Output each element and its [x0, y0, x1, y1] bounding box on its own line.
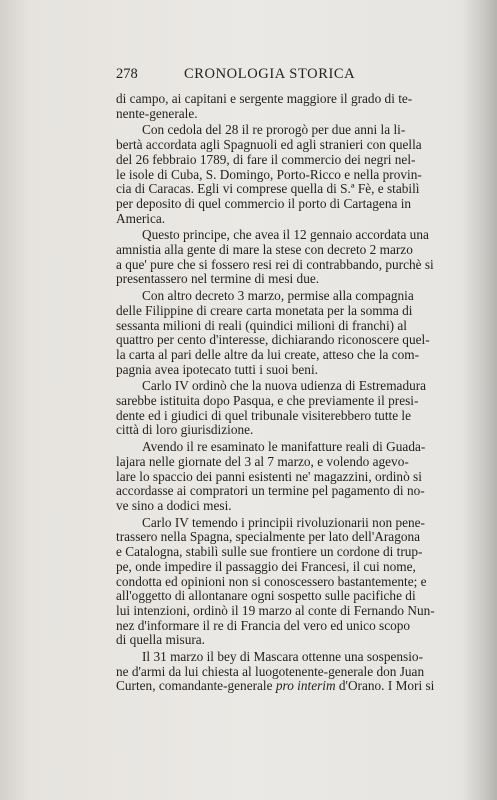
text-line: di quella misura.	[116, 632, 205, 648]
text-line: accordasse ai compratori un termine pel pagamento di no-	[116, 483, 425, 499]
text-line: quattro per cento d'interesse, dichiarando riconoscere quel-	[116, 332, 430, 348]
text-line: presentassero nel termine di mesi due.	[116, 271, 320, 287]
text-line: ne d'armi da lui chiesta al luogotenente-generale don Juan	[116, 663, 425, 679]
text-line: le isole di Cuba, S. Domingo, Porto-Ricco e nella provin-	[116, 166, 422, 182]
text-line: nente-generale.	[116, 105, 198, 121]
text-line: per deposito di quel commercio il porto di Cartagena in	[116, 195, 412, 211]
text-line: Il 31 marzo il bey di Mascara ottenne una sospensio-	[142, 649, 424, 665]
paragraph	[116, 378, 427, 438]
text-line: lajara nelle giornate del 3 al 7 marzo, e volendo agevo-	[116, 453, 409, 469]
text-line	[116, 678, 435, 694]
body-text	[116, 91, 435, 696]
paragraph	[116, 122, 422, 226]
running-title: CRONOLOGIA STORICA	[184, 66, 356, 82]
paragraph	[116, 649, 435, 694]
text-line: del 26 febbraio 1789, di fare il commercio dei negri nel-	[116, 151, 416, 167]
text-line: Con altro decreto 3 marzo, permise alla compagnia	[142, 288, 414, 304]
paragraph	[116, 227, 434, 287]
page-number: 278	[116, 66, 138, 82]
text-line: America.	[116, 210, 166, 226]
text-line: amnistia alla gente di mare la stese con decreto 2 marzo	[116, 242, 413, 258]
page-header	[116, 66, 388, 86]
text-line: Carlo IV temendo i principii rivoluzionarii non pene-	[142, 514, 425, 530]
text-line: delle Filippine di creare carta monetata per la somma di	[116, 302, 413, 318]
text-line: Carlo IV ordinò che la nuova udienza di Estremadura	[142, 378, 427, 394]
text-line: sarebbe istituita dopo Pasqua, e che previamente il presi-	[116, 393, 419, 409]
text-line: Con cedola del 28 il re prorogò per due anni la li-	[142, 122, 406, 138]
text-line: città di loro giurisdizione.	[116, 422, 254, 438]
text-line: dente ed i giudici di quel tribunale visiterebbero tutte le	[116, 407, 412, 423]
text-line: sessanta milioni di reali (quindici milioni di franchi) al	[116, 317, 407, 333]
text-line: trassero nella Spagna, specialmente per lato dell'Aragona	[116, 529, 421, 545]
page-fold-shadow	[463, 0, 497, 800]
text-line: bertà accordata agli Spagnuoli ed agli stranieri con quella	[116, 137, 422, 153]
text-line: ve sino a dodici mesi.	[116, 497, 232, 513]
text-line: nez d'informare il re di Francia del vero ed unico scopo	[116, 617, 411, 633]
text-line: Avendo il re esaminato le manifatture reali di Guada-	[142, 439, 426, 455]
text-line: a que' pure che si fossero resi rei di contrabbando, purchè si	[116, 256, 434, 272]
italic-phrase: pro interim	[275, 678, 336, 694]
paragraph	[116, 91, 413, 121]
text-fragment: d'Orano. I Mori si	[338, 678, 435, 694]
text-line: Questo principe, che avea il 12 gennaio accordata una	[142, 227, 429, 243]
text-line: lui intenzioni, ordinò il 19 marzo al conte di Fernando Nun-	[116, 602, 435, 618]
text-line: la carta al pari delle altre da lui create, atteso che la com-	[116, 346, 420, 362]
text-line: cia di Caracas. Egli vi comprese quella di S.ª Fè, e stabilì	[116, 181, 420, 197]
paragraph	[116, 514, 435, 648]
text-line: condotta ed opinioni non si conoscessero bastantemente; e	[116, 573, 427, 589]
text-line: lare lo spaccio dei panni esistenti ne' magazzini, ordinò si	[116, 468, 422, 484]
text-fragment: Curten, comandante-generale	[116, 678, 276, 694]
text-line: pagnia avea ipotecato tutti i suoi beni.	[116, 361, 318, 377]
text-line: e Catalogna, stabilì sulle sue frontiere un cordone di trup-	[116, 544, 423, 560]
text-line: all'oggetto di allontanare ogni sospetto sulle pacifiche di	[116, 588, 416, 604]
paragraph	[116, 288, 430, 377]
text-line: di campo, ai capitani e sergente maggiore il grado di te-	[116, 91, 413, 106]
text-line: pe, onde impedire il passaggio dei Francesi, il cui nome,	[116, 558, 416, 574]
paragraph	[116, 439, 426, 514]
